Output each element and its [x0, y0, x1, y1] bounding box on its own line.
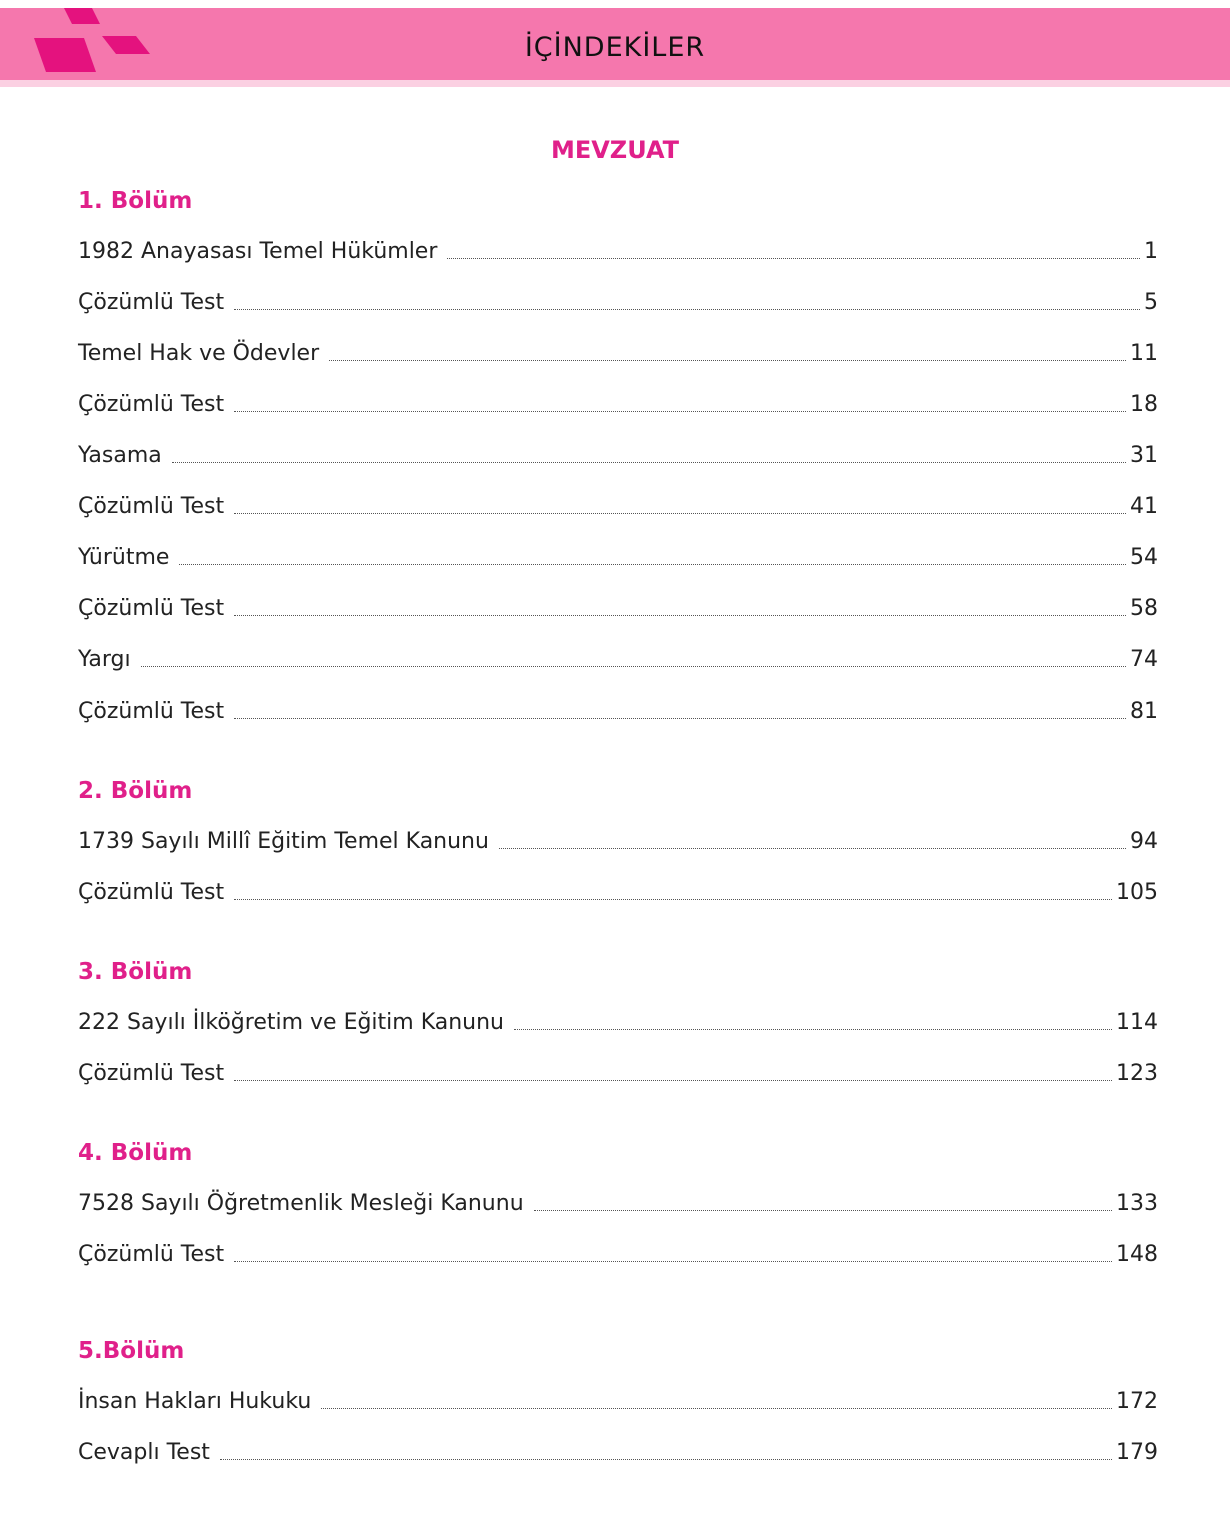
chapter-title: 1. Bölüm: [78, 188, 193, 214]
entry-page: 105: [1116, 880, 1158, 905]
dot-leader: [234, 1080, 1112, 1081]
chapter-title: 4. Bölüm: [78, 1140, 193, 1166]
dot-leader: [534, 1210, 1112, 1211]
entry-page: 179: [1116, 1440, 1158, 1465]
toc-entry[interactable]: [78, 1435, 1158, 1467]
entry-label: Çözümlü Test: [78, 494, 225, 519]
dot-leader: [234, 899, 1112, 900]
entry-page: 11: [1130, 341, 1158, 366]
toc-entry[interactable]: [78, 438, 1158, 470]
entry-label: 222 Sayılı İlköğretim ve Eğitim Kanunu: [78, 1010, 505, 1035]
entry-page: 58: [1130, 596, 1158, 621]
toc-entry[interactable]: [78, 591, 1158, 623]
entry-label: Çözümlü Test: [78, 392, 225, 417]
entry-page: 123: [1116, 1061, 1158, 1086]
dot-leader: [234, 615, 1126, 616]
toc-entry[interactable]: [78, 875, 1158, 907]
page-title: İÇİNDEKİLER: [524, 32, 706, 63]
toc-entry[interactable]: [78, 824, 1158, 856]
toc-entry[interactable]: [78, 387, 1158, 419]
toc-entry[interactable]: [78, 489, 1158, 521]
section-title: MEVZUAT: [550, 136, 680, 164]
entry-page: 74: [1130, 647, 1158, 672]
entry-page: 18: [1130, 392, 1158, 417]
entry-page: 81: [1130, 699, 1158, 724]
entry-page: 148: [1116, 1242, 1158, 1267]
entry-label: Çözümlü Test: [78, 290, 225, 315]
dot-leader: [179, 564, 1126, 565]
dot-leader: [514, 1029, 1112, 1030]
entry-page: 54: [1130, 545, 1158, 570]
toc-entry[interactable]: [78, 234, 1158, 266]
dot-leader: [329, 360, 1126, 361]
toc-entry[interactable]: [78, 1186, 1158, 1218]
entry-page: 41: [1130, 494, 1158, 519]
entry-label: Çözümlü Test: [78, 699, 225, 724]
entry-label: Yasama: [78, 443, 162, 468]
entry-label: Temel Hak ve Ödevler: [78, 341, 320, 366]
dot-leader: [321, 1408, 1112, 1409]
toc-entry[interactable]: [78, 1005, 1158, 1037]
dot-leader: [234, 513, 1126, 514]
entry-label: Yürütme: [78, 545, 170, 570]
dot-leader: [447, 258, 1140, 259]
toc-entry[interactable]: [78, 285, 1158, 317]
entry-page: 114: [1116, 1010, 1158, 1035]
entry-label: Yargı: [78, 647, 131, 672]
dot-leader: [141, 666, 1126, 667]
entry-label: Çözümlü Test: [78, 1242, 225, 1267]
dot-leader: [234, 1261, 1112, 1262]
toc-entry[interactable]: [78, 540, 1158, 572]
entry-label: 1739 Sayılı Millî Eğitim Temel Kanunu: [78, 829, 489, 854]
toc-entry[interactable]: [78, 336, 1158, 368]
toc-entry[interactable]: [78, 1237, 1158, 1269]
header-shadow: [0, 80, 1230, 87]
entry-page: 1: [1144, 239, 1158, 264]
toc-entry[interactable]: [78, 694, 1158, 726]
toc-entry[interactable]: [78, 1384, 1158, 1416]
toc-entry[interactable]: [78, 642, 1158, 674]
dot-leader: [234, 309, 1140, 310]
chapter-title: 2. Bölüm: [78, 778, 193, 804]
entry-page: 94: [1130, 829, 1158, 854]
dot-leader: [172, 462, 1126, 463]
chapter-title: 3. Bölüm: [78, 959, 193, 985]
entry-page: 31: [1130, 443, 1158, 468]
chapter-title: 5.Bölüm: [78, 1338, 185, 1364]
entry-label: 1982 Anayasası Temel Hükümler: [78, 239, 438, 264]
entry-page: 133: [1116, 1191, 1158, 1216]
entry-label: Çözümlü Test: [78, 1061, 225, 1086]
entry-label: Çözümlü Test: [78, 596, 225, 621]
dot-leader: [499, 848, 1126, 849]
entry-label: Cevaplı Test: [78, 1440, 210, 1465]
dot-leader: [234, 718, 1126, 719]
dot-leader: [220, 1459, 1112, 1460]
dot-leader: [234, 411, 1126, 412]
entry-label: Çözümlü Test: [78, 880, 225, 905]
entry-label: İnsan Hakları Hukuku: [78, 1389, 312, 1414]
toc-entry[interactable]: [78, 1056, 1158, 1088]
entry-page: 5: [1144, 290, 1158, 315]
entry-page: 172: [1116, 1389, 1158, 1414]
entry-label: 7528 Sayılı Öğretmenlik Mesleği Kanunu: [78, 1191, 524, 1216]
